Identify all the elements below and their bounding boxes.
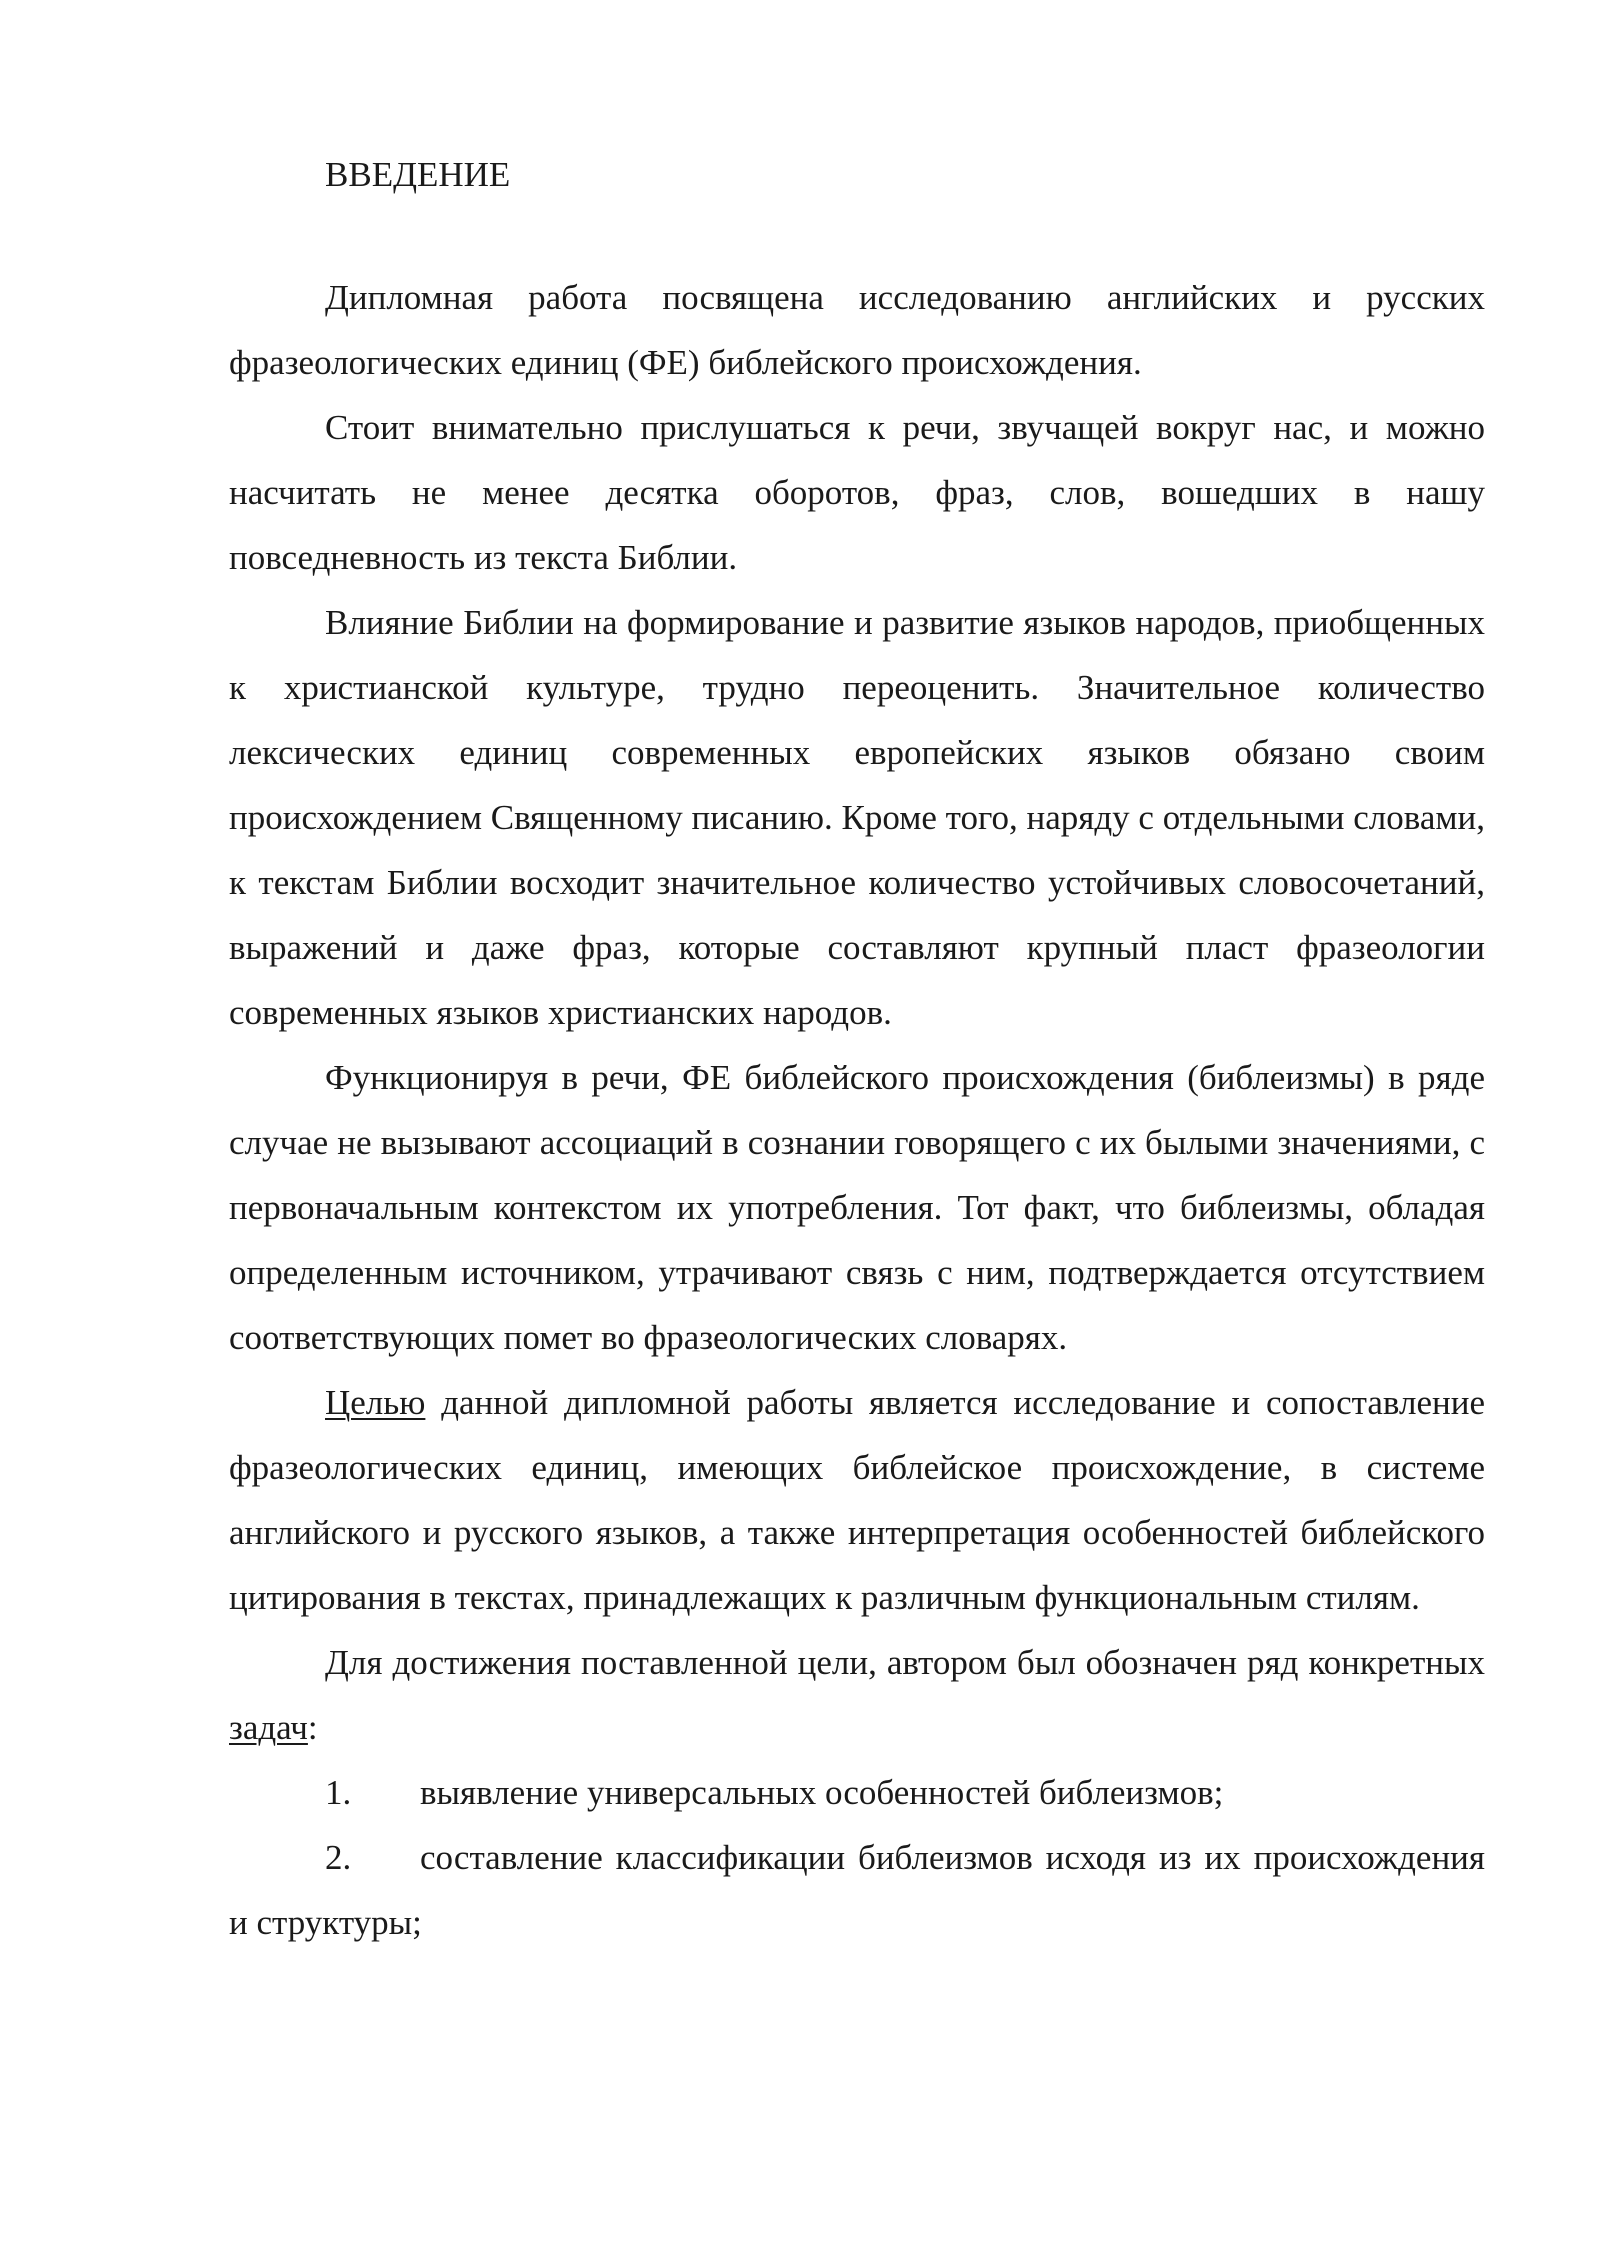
list-item-number: 2. bbox=[325, 1838, 352, 1877]
tasks-keyword: задач bbox=[229, 1708, 308, 1747]
paragraph: Функционируя в речи, ФЕ библейского происхождения (библеизмы) в ряде случае не вызывают ассоциаций в сознании говорящего с их былыми значениями, с первоначальным контекстом их употребления. Тот факт, что библеизмы, обладая определенным источником, утрачивают связь с ним, подтверждается отсутствием соответствующих помет во фразеологических словарях. bbox=[229, 1058, 1485, 1357]
goal-text: данной дипломной работы является исследование и сопоставление фразеологических единиц, имеющих библейское происхождение, в системе английского и русского языков, а также интерпретация особенностей библейского цитирования в текстах, принадлежащих к различным функциональным стилям. bbox=[229, 1383, 1485, 1617]
tasks-paragraph bbox=[229, 1630, 1485, 1760]
list-item-number: 1. bbox=[325, 1773, 352, 1812]
paragraph: Влияние Библии на формирование и развитие языков народов, приобщенных к христианской культуре, трудно переоценить. Значительное количество лексических единиц современных европейских языков обязано своим происхождением Священному писанию. Кроме того, наряду с отдельными словами, к текстам Библии восходит значительное количество устойчивых словосочетаний, выражений и даже фраз, которые составляют крупный пласт фразеологии современных языков христианских народов. bbox=[229, 603, 1485, 1032]
document-body bbox=[229, 150, 1485, 1955]
goal-keyword: Целью bbox=[325, 1383, 426, 1422]
list-item-text: составление классификации библеизмов исходя из их происхождения и структуры; bbox=[229, 1838, 1485, 1942]
paragraph: Дипломная работа посвящена исследованию английских и русских фразеологических единиц (ФЕ) библейского происхождения. bbox=[229, 278, 1485, 382]
section-heading: ВВЕДЕНИЕ bbox=[325, 155, 511, 194]
goal-paragraph bbox=[229, 1370, 1485, 1630]
paragraph: Стоит внимательно прислушаться к речи, звучащей вокруг нас, и можно насчитать не менее десятка оборотов, фраз, слов, вошедших в нашу повседневность из текста Библии. bbox=[229, 408, 1485, 577]
list-item bbox=[229, 1825, 1485, 1955]
tasks-text-before: Для достижения поставленной цели, автором был обозначен ряд конкретных bbox=[325, 1643, 1485, 1682]
list-item bbox=[229, 1760, 1485, 1825]
tasks-text-after: : bbox=[307, 1708, 318, 1747]
list-item-text: выявление универсальных особенностей библеизмов; bbox=[420, 1773, 1224, 1812]
